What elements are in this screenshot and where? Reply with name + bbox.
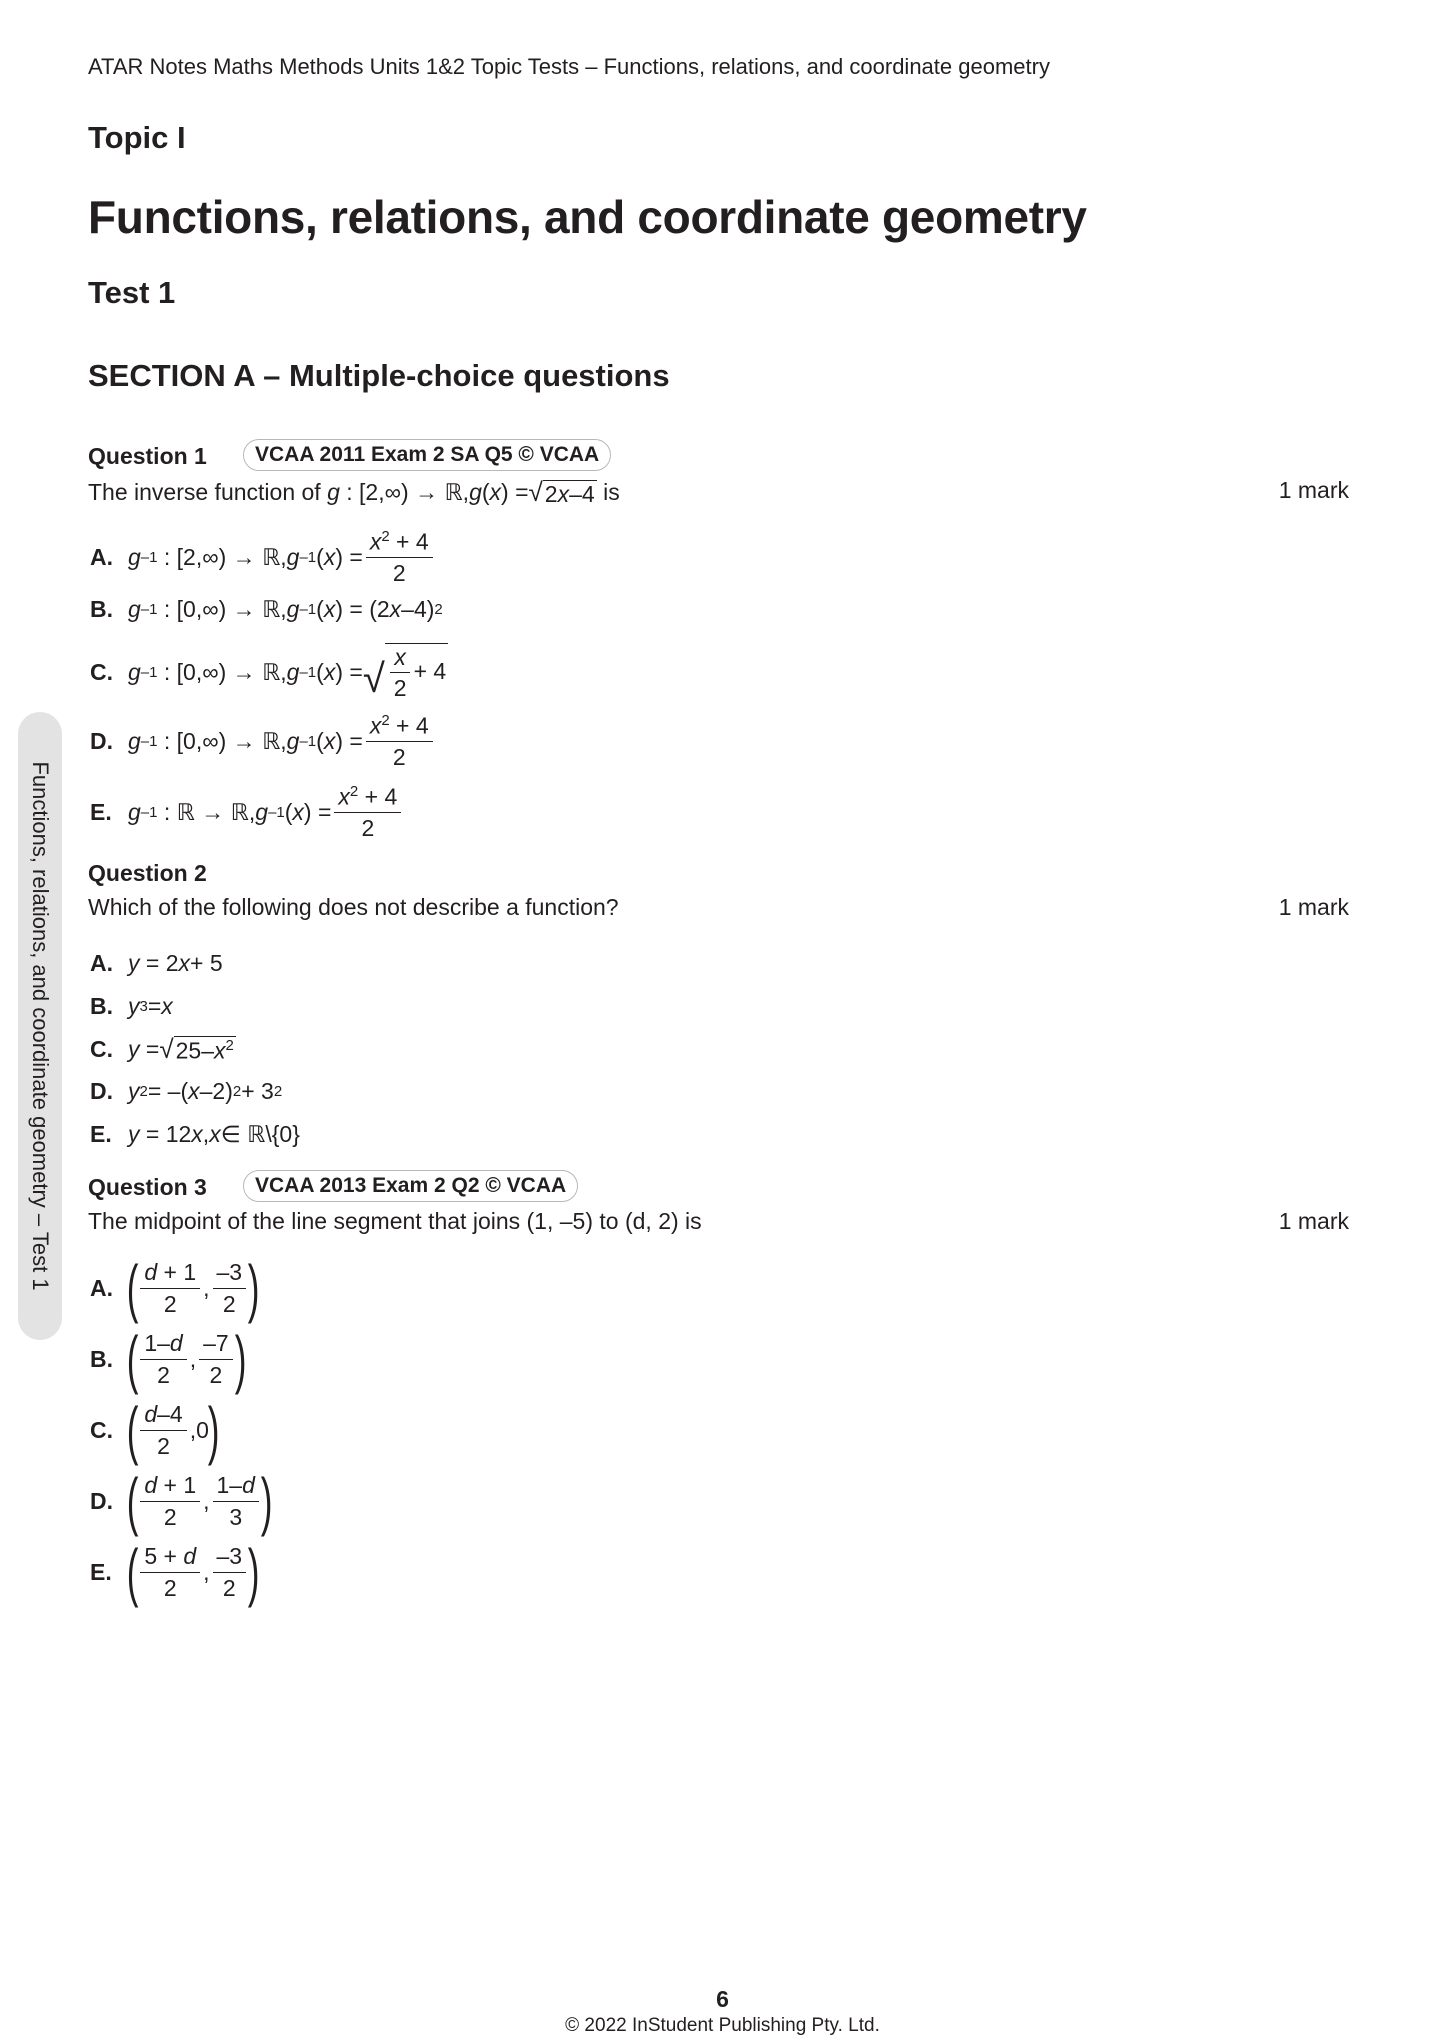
question-2-option-a[interactable]: A. y = 2 x + 5 (90, 950, 223, 976)
question-3-option-b[interactable]: B. ( $\frac{1-d}{2}$ , $\frac{-7}{2}$ ) (90, 1323, 247, 1395)
question-2-option-c[interactable]: C. y = √ $25-x^2$ (90, 1034, 234, 1064)
question-2-stem: Which of the following does not describe a function? (88, 894, 619, 920)
question-3-option-d[interactable]: D. ( $\frac{d + 1}{2}$ , $\frac{1-d}{3}$ ) (90, 1465, 273, 1537)
page-number: 6 (716, 1986, 729, 2012)
question-1-option-b[interactable]: B. g –1 : [0,∞) → ℝ, g –1 ( x ) = (2 x –4) 2 (90, 596, 443, 622)
question-3-label: Question 3 (88, 1174, 207, 1200)
question-2-option-b[interactable]: B. y 3 = x (90, 993, 173, 1019)
copyright-footer: © 2022 InStudent Publishing Pty. Ltd. (565, 2015, 880, 2036)
question-3-source: VCAA 2013 Exam 2 Q2 © VCAA (243, 1170, 578, 1202)
question-2-label: Question 2 (88, 860, 207, 886)
question-3-option-a[interactable]: A. ( $\frac{d + 1}{2}$ , $\frac{-3}{2}$ ) (90, 1252, 260, 1324)
question-1-option-c[interactable]: C. g –1 : [0,∞) → ℝ, g –1 ( x ) = √ $\frac{x}{2}$ + 4 (90, 644, 447, 702)
question-1-mark: 1 mark (1278, 477, 1349, 503)
question-1-stem: The inverse function of g : [2,∞) → ℝ, g ( x ) = √ 2x–4 is (88, 477, 620, 507)
question-1-option-a[interactable]: A. g –1 : [2,∞) → ℝ, g –1 ( x ) = $\frac{x^2 + 4}{2}$ (90, 528, 436, 587)
question-3-option-c[interactable]: C. ( $\frac{d-4}{2}$ ,0 ) (90, 1394, 220, 1466)
question-1-source: VCAA 2011 Exam 2 SA Q5 © VCAA (243, 439, 611, 471)
section-heading: SECTION A – Multiple-choice questions (88, 358, 670, 393)
running-header: ATAR Notes Maths Methods Units 1&2 Topic Tests – Functions, relations, and coordinate geometry (88, 54, 1050, 79)
page-title: Functions, relations, and coordinate geometry (88, 191, 1087, 243)
test-label: Test 1 (88, 275, 176, 310)
question-2-option-d[interactable]: D. y 2 = –( x –2) 2 + 3 2 (90, 1078, 283, 1104)
question-2-option-e[interactable]: E. y = 12 x , x ∈ ℝ\{0} (90, 1121, 300, 1147)
question-1-option-e[interactable]: E. g –1 : ℝ → ℝ, g –1 ( x ) = $\frac{x^2 + 4}{2}$ (90, 783, 404, 842)
question-3-stem: The midpoint of the line segment that joins (1, –5) to (d, 2) is (88, 1208, 702, 1234)
question-3-mark: 1 mark (1278, 1208, 1349, 1234)
question-1-option-d[interactable]: D. g –1 : [0,∞) → ℝ, g –1 ( x ) = $\frac{x^2 + 4}{2}$ (90, 712, 436, 771)
question-3-option-e[interactable]: E. ( $\frac{5 + d}{2}$ , $\frac{-3}{2}$ ) (90, 1536, 260, 1608)
question-2-mark: 1 mark (1278, 894, 1349, 920)
side-tab-label: Functions, relations, and coordinate geometry – Test 1 (28, 761, 53, 1291)
question-1-label: Question 1 (88, 443, 207, 469)
topic-label: Topic I (88, 120, 186, 155)
